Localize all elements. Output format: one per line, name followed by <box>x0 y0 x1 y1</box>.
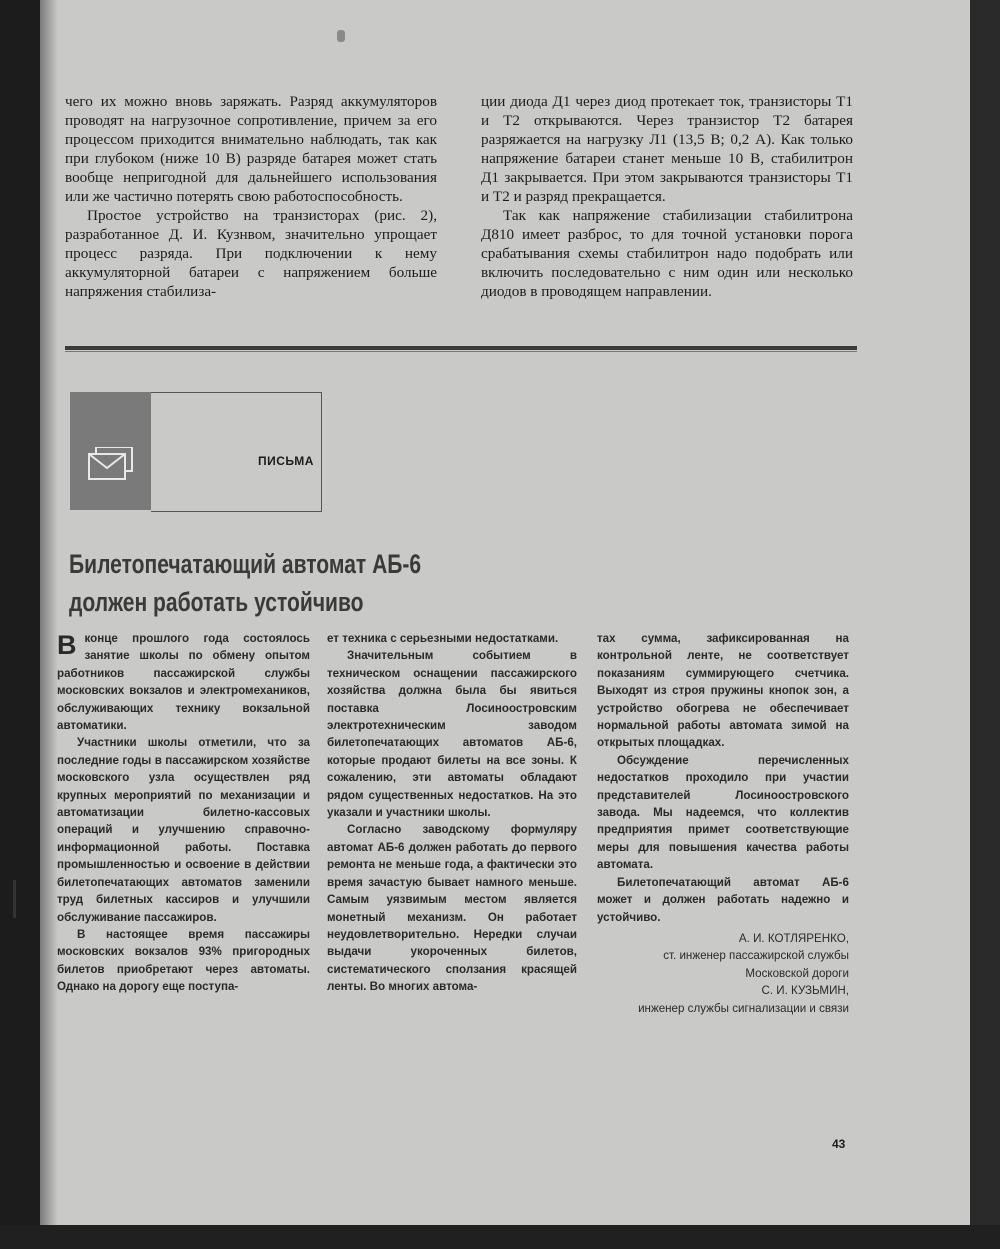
headline-line: должен работать устойчиво <box>69 587 364 617</box>
signature-title: Московской дороги <box>745 966 849 980</box>
paragraph: тах сумма, зафиксированная на контрольной ленте, не соответствует показаниям суммирующего счетчика. Выходят из строя пружины кнопок зон, а устройство обогрева не обеспечивает нормальной работы автомата зимой на открытых площадках. <box>597 632 849 750</box>
scan-mark <box>13 880 16 918</box>
section-divider <box>65 346 857 350</box>
paragraph: Согласно заводскому формуляру автомат АБ-6 должен работать до первого ремонта не меньше года, а фактически это время зачастую бывает намного меньше. Самым уязвимым местом является монетный механизм. Он работает неудовлетворительно. Нередки случаи выдачи укороченных билетов, систематического сползания красящей ленты. Во многих автома- <box>327 823 577 994</box>
section-label: ПИСЬМА <box>258 454 314 468</box>
drop-cap: В <box>57 630 77 660</box>
signature-title: ст. инженер пассажирской службы <box>663 949 849 963</box>
section-divider-thin <box>65 351 857 352</box>
paragraph: конце прошлого года состоялось занятие школы по обмену опытом работников пассажирской службы московских вокзалов и электромехаников, обслуживающих технику вокзальной автоматики. <box>57 632 310 733</box>
paragraph: чего их можно вновь заряжать. Разряд аккумуляторов проводят на нагрузочное сопротивление, причем за его процессом приходится внимательно наблюдать, так как при глубоком (ниже 10 В) разряде батарея может стать вообще непригодной для дальнейшего использования или же частично потерять свою работоспособность. <box>65 93 437 205</box>
section-label-frame <box>151 392 322 512</box>
paragraph: Участники школы отметили, что за последние годы в пассажирском хозяйстве московского узла осуществлен ряд крупных мероприятий по механизации и автоматизации билетно-кассовых операций и улучшению справочно-информационной работы. Поставка промышленностью и освоение в действии билетопечатающих автоматов заменили труд билетных кассиров и улучшили обслуживание пассажиров. <box>57 736 310 924</box>
paragraph: Значительным событием в техническом оснащении пассажирского хозяйства должна была бы явиться поставка Лосиноостровским электротехническим заводом билетопечатающих автоматов АБ-6, которые продают билеты на все зоны. К сожалению, эти автоматы обладают рядом существенных недостатков. На это указали и участники школы. <box>327 649 577 820</box>
top-article-left-column <box>65 92 437 301</box>
signature-name: А. И. КОТЛЯРЕНКО, <box>738 931 849 945</box>
paragraph: Обсуждение перечисленных недостатков проходило при участии представителей Лосиноостровского завода. Мы надеемся, что коллектив предприятия примет соответствующие меры для повышения качества работы автомата. <box>597 753 849 872</box>
scan-edge-bottom <box>0 1225 1000 1249</box>
signature-block <box>597 930 849 1017</box>
scan-smudge <box>337 30 345 42</box>
paragraph: Билетопечатающий автомат АБ-6 может и должен работать надежно и устойчиво. <box>597 875 849 924</box>
letter-column-2 <box>327 630 577 996</box>
article-headline <box>69 545 475 621</box>
signature-title: инженер службы сигнализации и связи <box>638 1001 849 1015</box>
paragraph: Простое устройство на транзисторах (рис. 2), разработанное Д. И. Кузнвом, значительно упрощает процесс разряда. При подключении к нему аккумуляторной батареи с напряжением больше напряжения стабилиза- <box>65 207 437 300</box>
envelope-icon <box>88 447 134 481</box>
headline-line: Билетопечатающий автомат АБ-6 <box>69 549 422 579</box>
letter-column-1 <box>57 630 310 996</box>
paragraph: Так как напряжение стабилизации стабилитрона Д810 имеет разброс, то для точной установки порога срабатывания схемы стабилитрон надо подобрать или включить последовательно с ним один или несколько диодов в проводящем направлении. <box>481 207 853 300</box>
paragraph: В настоящее время пассажиры московских вокзалов 93% пригородных билетов приобретают через автоматы. Однако на дорогу еще поступа- <box>57 927 310 994</box>
page-number: 43 <box>832 1137 846 1151</box>
scan-edge-right <box>970 0 1000 1249</box>
paragraph: ет техника с серьезными недостатками. <box>327 632 559 645</box>
binding-shadow <box>40 0 58 1225</box>
signature-name: С. И. КУЗЬМИН, <box>761 984 849 998</box>
paragraph: ции диода Д1 через диод протекает ток, транзисторы Т1 и Т2 открываются. Через транзистор Т2 батарея разряжается на нагрузку Л1 (13,5 В; 0,2 А). Как только напряжение батареи станет меньше 10 В, стабилитрон Д1 закрывается. При этом закрываются транзисторы Т1 и Т2 и разряд прекращается. <box>481 93 853 205</box>
top-article-right-column <box>481 92 853 301</box>
letter-column-3 <box>597 630 849 1017</box>
